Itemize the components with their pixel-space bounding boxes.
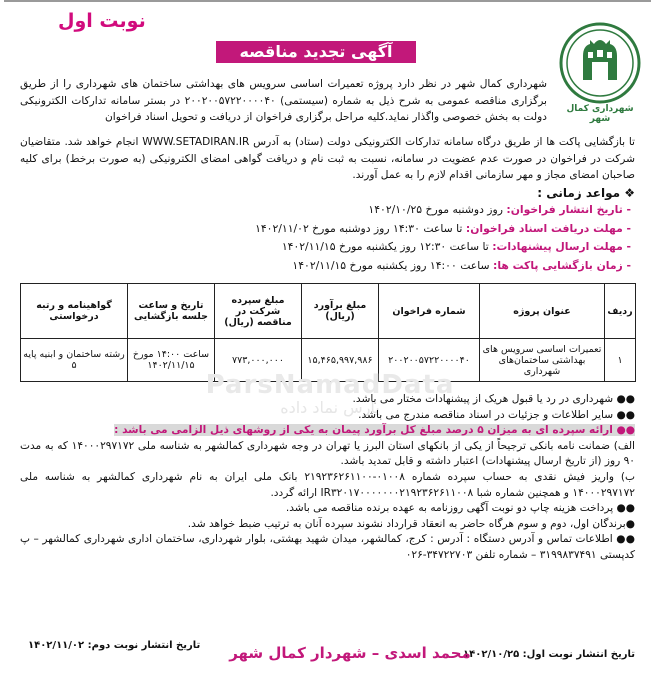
- table-header-row: [21, 284, 636, 339]
- signer-name: محمد اسدی – شهردار کمال شهر: [229, 644, 471, 662]
- watermark-persian: پارس نماد داده: [280, 398, 380, 417]
- cell-opening-session: ساعت ۱۴:۰۰ مورخ ۱۴۰۲/۱۱/۱۵: [128, 339, 215, 382]
- note-item: ●● شهرداری در رد یا قبول هریک از پیشنهادات مختار می باشد.: [352, 393, 635, 405]
- notice-title: آگهی تجدید مناقصه عمومی: [216, 41, 416, 63]
- schedule-item: - مهلت دریافت اسناد فراخوان: تا ساعت ۱۴:۳۰ روز دوشنبه مورخ ۱۴۰۲/۱۱/۰۲: [255, 221, 631, 235]
- cell-row-number: ۱: [605, 339, 636, 382]
- deposit-requirement: ●● ارائه سپرده ای به میزان ۵ درصد مبلغ کل برآورد پیمان به یکی از روشهای ذیل الزامی می باشد :: [114, 424, 635, 437]
- col-header-certificate: گواهینامه و رتبه درخواستی: [21, 284, 128, 339]
- intro-paragraph-1: شهرداری کمال شهر در نظر دارد پروژه تعمیرات اساسی سرویس های بهداشتی ساختمان های شهرداری را از طریق برگزاری مناقصه عمومی به شرح ذیل به شماره (سیستمی) ۲۰۰۲۰۰۵۷۲۲۰۰۰۰۴۰ در بستر سامانه تدارکات الکترونیکی دولت به بخش خصوصی واگذار نماید.کلیه مراحل برگزاری فراخوان از دریافت و تحویل اسناد فراخوان: [20, 78, 547, 124]
- schedule-list: [255, 201, 631, 275]
- col-header-tender-number: شماره فراخوان: [379, 284, 480, 339]
- col-header-row-number: ردیف: [605, 284, 636, 339]
- watermark-latin: ParsNamadData: [205, 370, 455, 400]
- cell-deposit: ۷۷۳,۰۰۰,۰۰۰: [215, 339, 302, 382]
- logo-caption: شهرداری کمال شهر: [566, 104, 634, 124]
- cell-estimate: ۱۵,۴۶۵,۹۹۷,۹۸۶: [302, 339, 379, 382]
- cell-certificate: رشته ساختمان و ابنیه پایه ۵: [21, 339, 128, 382]
- schedule-item: - مهلت ارسال پیشنهادات: تا ساعت ۱۲:۳۰ روز یکشنبه مورخ ۱۴۰۲/۱۱/۱۵: [281, 240, 631, 253]
- intro-paragraph-2: تا بازگشایی پاکت ها از طریق درگاه سامانه تدارکات الکترونیکی دولت (ستاد) به آدرس WWW.SETADIRAN.IR انجام خواهد شد. متقاضیان شرکت در فراخوان در صورت عدم عضویت در سامانه، نسبت به ثبت نام و دریافت گواهی امضای الکترونیکی (به صورت برخط) برای کلیه صاحبان امضای مجاز و مهر سازمانی اقدام لازم را به عمل آورند.: [20, 136, 636, 182]
- cell-tender-number: ۲۰۰۲۰۰۵۷۲۲۰۰۰۰۴۰: [379, 339, 480, 382]
- cell-project-title: تعمیرات اساسی سرویس های بهداشتی ساختمان‌های شهرداری: [480, 339, 605, 382]
- top-divider: [4, 0, 651, 2]
- note-item: ●برندگان اول، دوم و سوم هرگاه حاضر به انعقاد قرارداد نشوند سپرده آنان به ترتیب ضبط خواهد شد.: [187, 517, 635, 530]
- note-item: [20, 423, 635, 439]
- col-header-deposit: مبلغ سپرده شرکت در مناقصه (ریال): [215, 284, 302, 339]
- edition-label: نوبت اول: [58, 10, 146, 32]
- note-item: ●● پرداخت هزینه چاپ دو نوبت آگهی روزنامه به عهده برنده مناقصه می باشد.: [285, 502, 635, 515]
- note-item: ●● سایر اطلاعات و جزئیات در اسناد مناقصه مندرج می باشد.: [358, 408, 635, 421]
- col-header-opening-session: تاریخ و ساعت جلسه بازگشایی: [128, 284, 215, 339]
- note-item: ب) واریز فیش نقدی به حساب سپرده شماره ۰۱۰۰۸-۲۱۹۲۳۶۲۶۱۱۰۰ بانک ملی ایران به نام شهرداری کمالشهر به شناسه ملی ۱۴۰۰۰۲۹۷۱۷۲ و همچنین شماره شبا IR۳۲۰۱۷۰۰۰۰۰۰۰۲۱۹۲۳۶۲۶۱۱۰۰۸ ارائه گردد.: [20, 470, 635, 499]
- municipality-logo-icon: [559, 22, 641, 104]
- col-header-estimate: مبلغ برآورد (ریال): [302, 284, 379, 339]
- note-item: ●● اطلاعات تماس و آدرس دستگاه : آدرس : کرج، کمالشهر، میدان شهید بهشتی، بلوار شهرداری، ساختمان اداری شهرداری کمالشهر – پ کدپستی ۳۱۹۹۸۳۷۴۹۱ – شماره تلفن ۳۴۷۲۲۷۰۳-۰۲۶: [20, 533, 635, 561]
- note-item: الف) ضمانت نامه بانکی ترجیحاً از یکی از بانکهای استان البرز یا تهران در وجه شهرداری کمالشهر به شناسه ملی ۱۴۰۰۰۲۹۷۱۷۲ که به مدت ۹۰ روز (از تاریخ ارسال پیشنهادات) اعتبار داشته و قابل تمدید باشد.: [20, 439, 635, 468]
- second-publication-date: تاریخ انتشار نوبت دوم: ۱۴۰۲/۱۱/۰۲: [28, 640, 201, 651]
- schedule-item: - تاریخ انتشار فراخوان: روز دوشنبه مورخ ۱۴۰۲/۱۰/۲۵: [368, 203, 631, 216]
- col-header-project-title: عنوان پروژه: [480, 284, 605, 339]
- first-publication-date: تاریخ انتشار نوبت اول: ۱۴۰۲/۱۰/۲۵: [463, 649, 635, 660]
- notes-section: [20, 392, 635, 564]
- tender-table: [20, 283, 636, 382]
- schedule-title: ❖ مواعد زمانی :: [537, 186, 635, 200]
- schedule-item: - زمان بازگشایی پاکت ها: ساعت ۱۴:۰۰ روز یکشنبه مورخ ۱۴۰۲/۱۱/۱۵: [292, 258, 631, 272]
